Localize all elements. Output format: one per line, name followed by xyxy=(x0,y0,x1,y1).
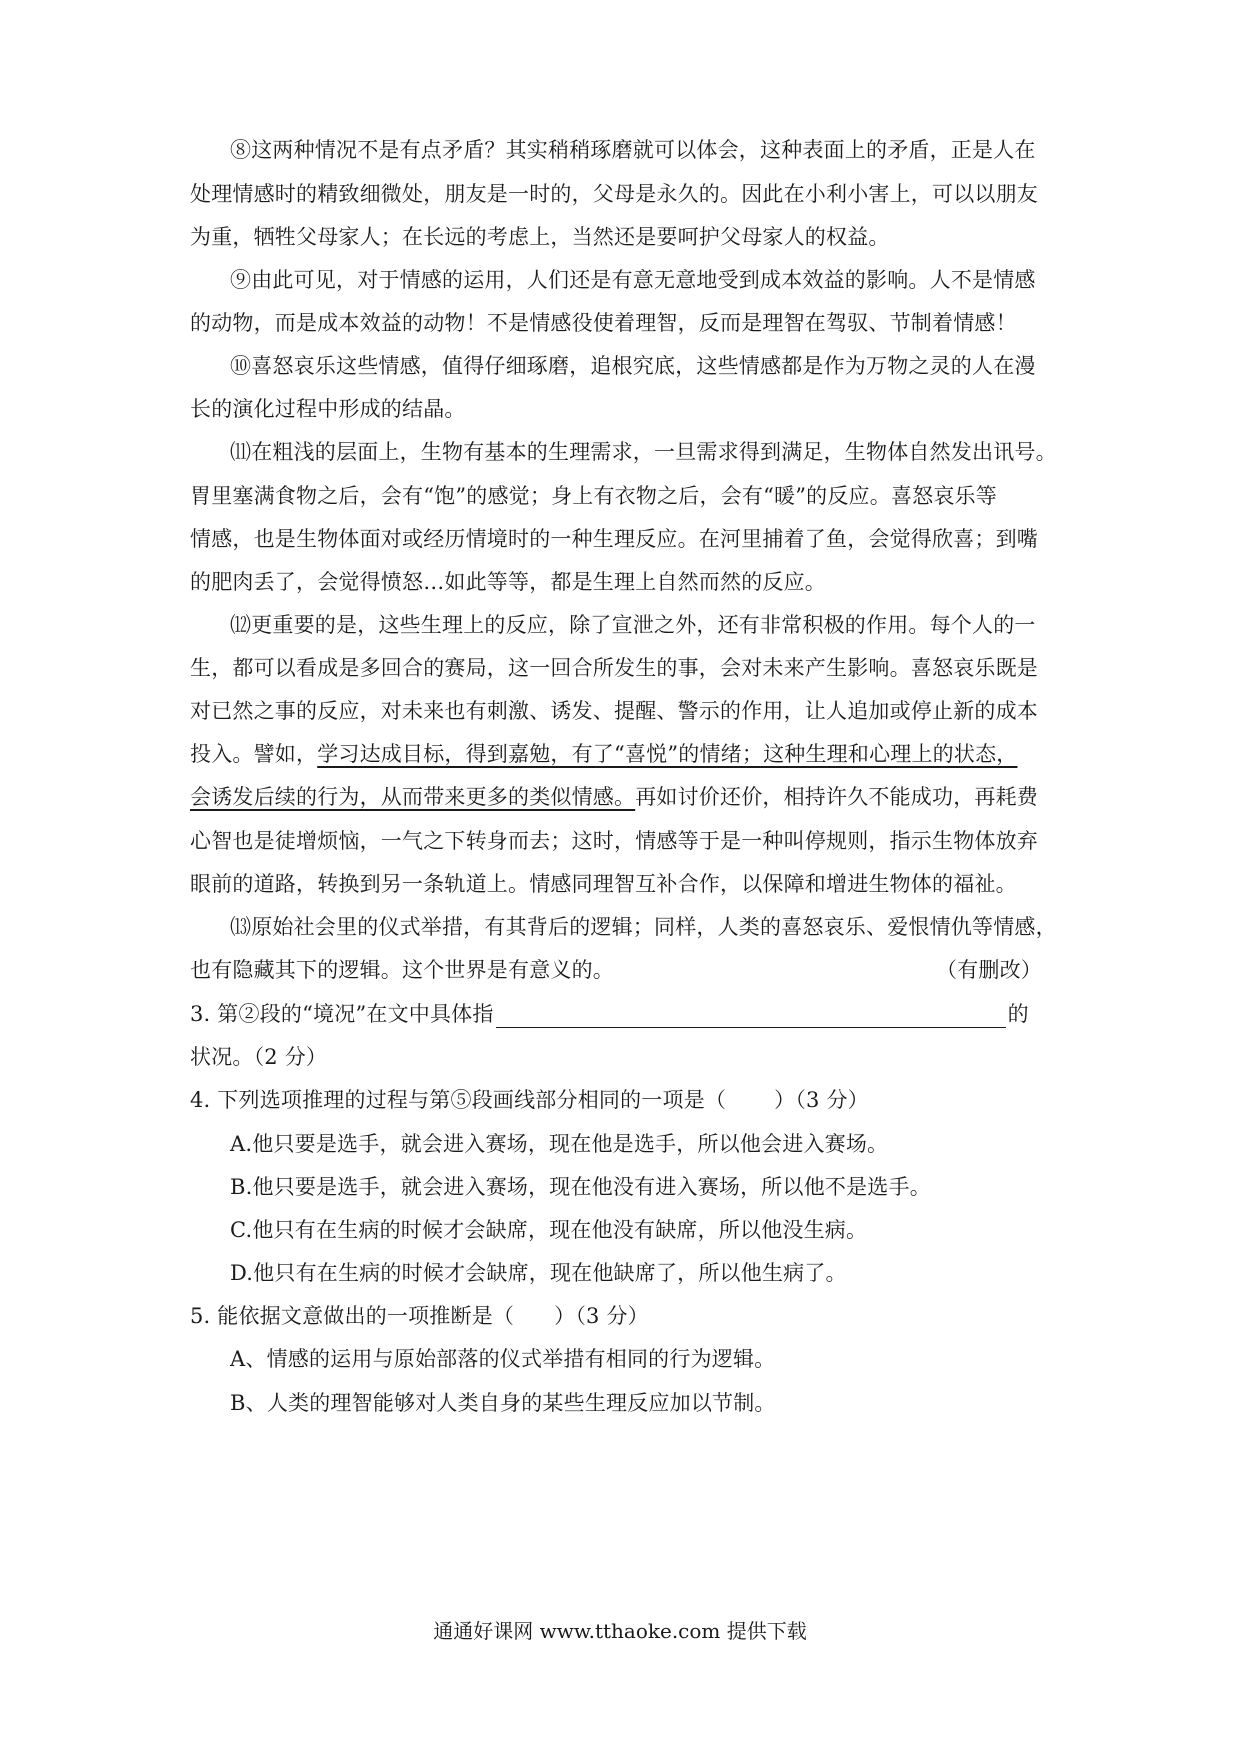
paragraph-12-line-3: 对已然之事的反应，对未来也有刺激、诱发、提醒、警示的作用，让人追加或停止新的成本 xyxy=(190,699,1038,723)
paragraph-11-line-4: 的肥肉丢了，会觉得愤怒…如此等等，都是生理上自然而然的反应。 xyxy=(190,570,826,594)
paragraph-12-line-5-plain: 再如讨价还价，相持许久不能成功，再耗费 xyxy=(635,785,1039,809)
question-5-option-b: B、人类的理智能够对人类自身的某些生理反应加以节制。 xyxy=(230,1391,776,1415)
paragraph-10-line-1: ⑩喜怒哀乐这些情感，值得仔细琢磨，追根究底，这些情感都是作为万物之灵的人在漫 xyxy=(230,354,1036,378)
paragraph-10-line-2: 长的演化过程中形成的结晶。 xyxy=(190,397,466,421)
paragraph-8-line-2: 处理情感时的精致细微处，朋友是一时的，父母是永久的。因此在小利小害上，可以以朋友 xyxy=(190,182,1038,206)
question-4-option-b: B.他只要是选手，就会进入赛场，现在他没有进入赛场，所以他不是选手。 xyxy=(230,1175,931,1199)
question-4-option-d: D.他只有在生病的时候才会缺席，现在他缺席了，所以他生病了。 xyxy=(230,1261,847,1285)
question-3-tail: 的 xyxy=(1007,1002,1029,1026)
paragraph-13-line-1: ⒀原始社会里的仪式举措，有其背后的逻辑；同样，人类的喜怒哀乐、爱恨情仇等情感， xyxy=(230,915,1057,939)
paragraph-12-line-2: 生，都可以看成是多回合的赛局，这一回合所发生的事，会对未来产生影响。喜怒哀乐既是 xyxy=(190,656,1038,680)
question-3-line-1 xyxy=(190,1000,1060,1028)
answer-blank[interactable] xyxy=(496,1005,1006,1028)
paragraph-12-line-5 xyxy=(190,783,1060,811)
question-3-line-2: 状况。（2 分） xyxy=(190,1045,328,1069)
underlined-example-part-1: 学习达成目标，得到嘉勉，有了“喜悦”的情绪；这种生理和心理上的状态， xyxy=(317,742,1018,766)
paragraph-8-line-1: ⑧这两种情况不是有点矛盾？其实稍稍琢磨就可以体会，这种表面上的矛盾，正是人在 xyxy=(230,138,1036,162)
question-5-option-a: A、情感的运用与原始部落的仪式举措有相同的行为逻辑。 xyxy=(230,1347,776,1371)
source-note: （有删改） xyxy=(936,958,1042,982)
question-5-stem-text: 5. 能依据文意做出的一项推断是（ xyxy=(190,1304,515,1328)
question-4-stem xyxy=(190,1086,1060,1114)
paragraph-11-line-2: 胃里塞满食物之后，会有“饱”的感觉；身上有衣物之后，会有“暖”的反应。喜怒哀乐等 xyxy=(190,484,997,508)
question-5-score: ）（3 分） xyxy=(554,1304,649,1328)
question-3-stem: 3. 第②段的“境况”在文中具体指 xyxy=(190,1002,494,1026)
question-4-stem-text: 4. 下列选项推理的过程与第⑤段画线部分相同的一项是（ xyxy=(190,1088,727,1112)
question-5-stem xyxy=(190,1302,1060,1330)
paragraph-12-line-4-plain: 投入。譬如， xyxy=(190,742,318,766)
paragraph-13-line-2 xyxy=(190,956,1060,984)
paragraph-12-line-4 xyxy=(190,740,1060,768)
paragraph-12-line-1: ⑿更重要的是，这些生理上的反应，除了宣泄之外，还有非常积极的作用。每个人的一 xyxy=(230,613,1036,637)
question-4-score: ）（3 分） xyxy=(774,1088,869,1112)
paragraph-11-line-1: ⑾在粗浅的层面上，生物有基本的生理需求，一旦需求得到满足，生物体自然发出讯号。 xyxy=(230,440,1057,464)
paragraph-9-line-1: ⑨由此可见，对于情感的运用，人们还是有意无意地受到成本效益的影响。人不是情感 xyxy=(230,268,1036,292)
paragraph-8-line-3: 为重，牺牲父母家人；在长远的考虑上，当然还是要呵护父母家人的权益。 xyxy=(190,225,890,249)
page-footer: 通通好课网 www.tthaoke.com 提供下载 xyxy=(433,1619,807,1643)
question-4-option-a: A.他只要是选手，就会进入赛场，现在他是选手，所以他会进入赛场。 xyxy=(230,1132,889,1156)
question-4-option-c: C.他只有在生病的时候才会缺席，现在他没有缺席，所以他没生病。 xyxy=(230,1218,868,1242)
paragraph-12-line-6: 心智也是徒增烦恼，一气之下转身而去；这时，情感等于是一种叫停规则，指示生物体放弃 xyxy=(190,829,1038,853)
paragraph-13-line-2-text: 也有隐藏其下的逻辑。这个世界是有意义的。 xyxy=(190,958,614,982)
paragraph-12-line-7: 眼前的道路，转换到另一条轨道上。情感同理智互补合作，以保障和增进生物体的福祉。 xyxy=(190,872,1017,896)
underlined-example-part-2: 会诱发后续的行为，从而带来更多的类似情感。 xyxy=(190,785,636,809)
paragraph-11-line-3: 情感，也是生物体面对或经历情境时的一种生理反应。在河里捕着了鱼，会觉得欣喜；到嘴 xyxy=(190,527,1038,551)
paragraph-9-line-2: 的动物，而是成本效益的动物！不是情感役使着理智，反而是理智在驾驭、节制着情感！ xyxy=(190,311,1017,335)
